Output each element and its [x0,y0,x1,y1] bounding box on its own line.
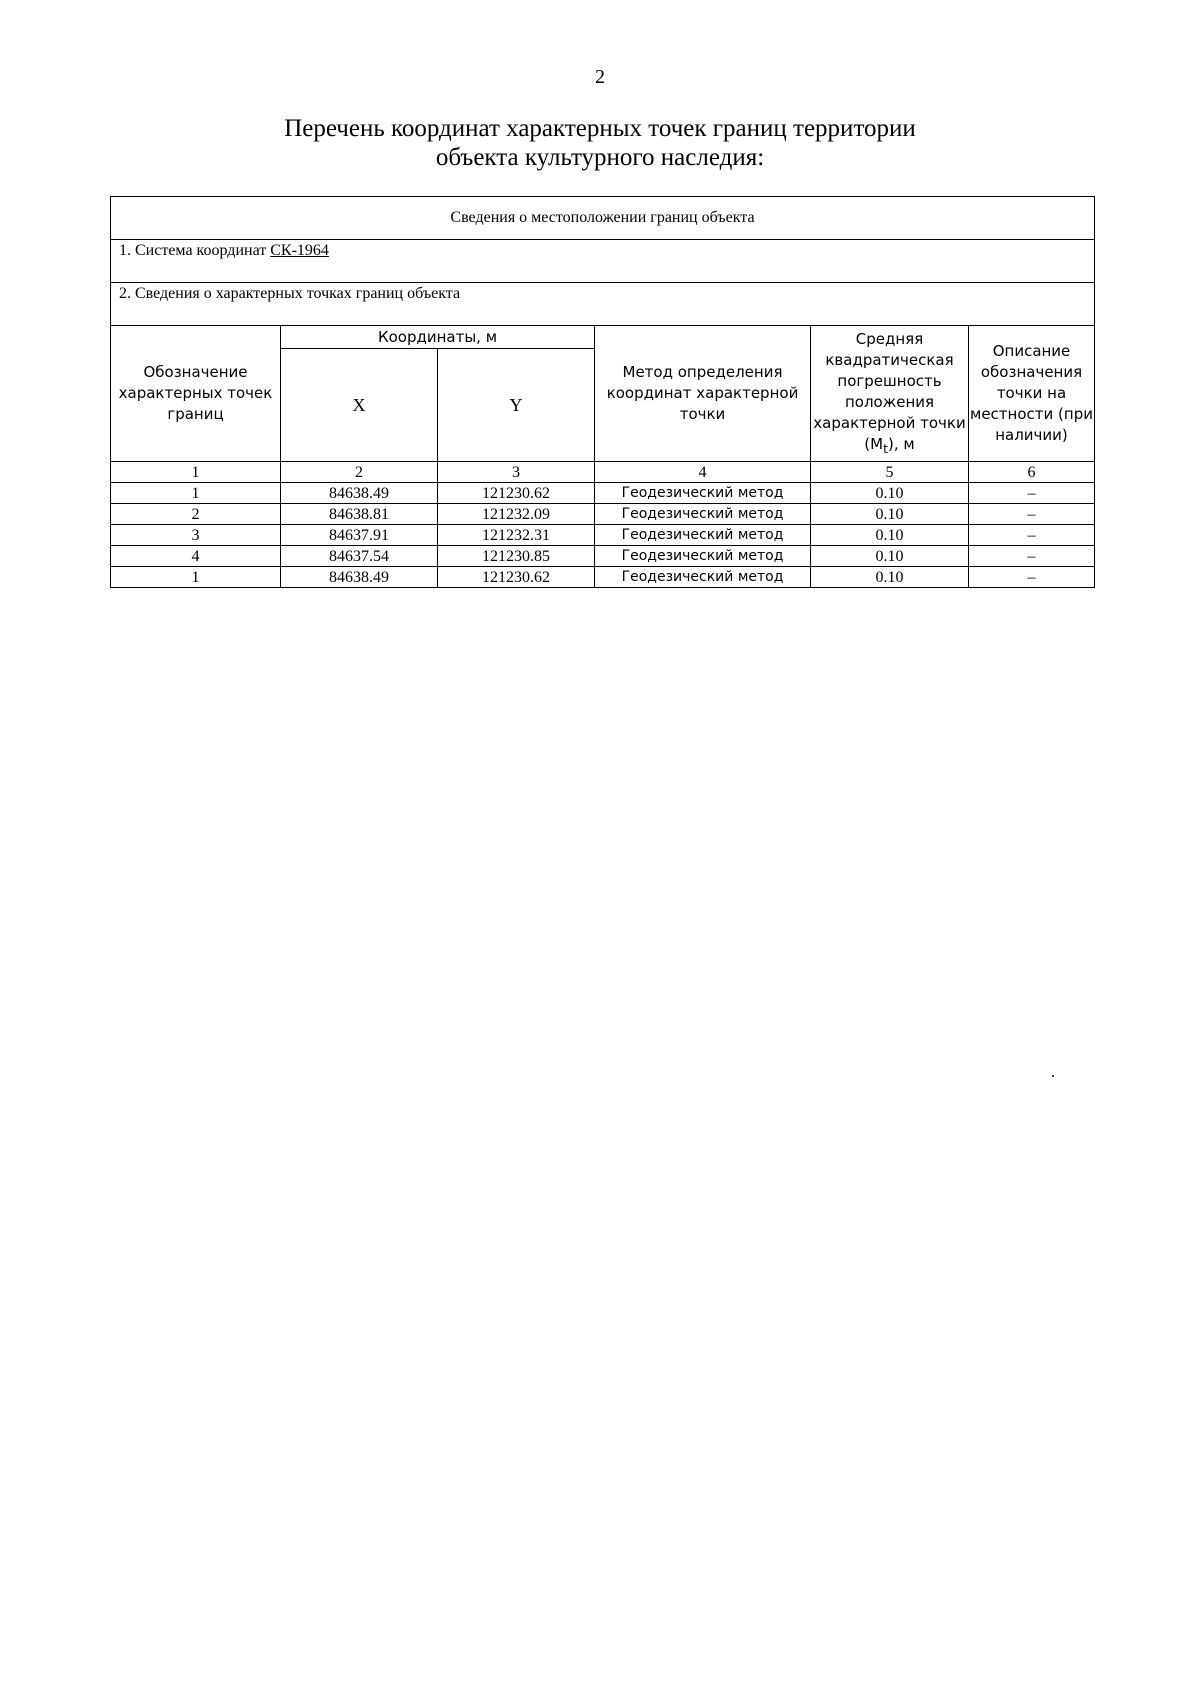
coordinates-table [110,196,1095,588]
header-x: X [281,349,438,462]
table-row [111,567,1095,588]
cell-x: 84638.49 [281,567,438,588]
scan-speck [1052,1075,1054,1077]
cell-point: 1 [111,483,281,504]
cell-description: – [969,525,1095,546]
cell-y: 121230.85 [438,546,595,567]
column-number: 2 [281,462,438,483]
table-row [111,525,1095,546]
header-error-subscript: t [883,440,888,456]
cell-y: 121232.31 [438,525,595,546]
coordinate-system-label: 1. Система координат [119,242,271,259]
coordinate-system-value: СК-1964 [270,242,329,259]
column-number: 6 [969,462,1095,483]
column-number: 1 [111,462,281,483]
cell-method: Геодезический метод [595,504,811,525]
cell-error: 0.10 [811,504,969,525]
cell-description: – [969,567,1095,588]
cell-method: Геодезический метод [595,567,811,588]
document-title-line-1: Перечень координат характерных точек границ территории [284,115,916,142]
cell-point: 3 [111,525,281,546]
document-title-line-2: объекта культурного наследия: [435,144,765,171]
header-error-text: квадратическая погрешность положения характерной точки (M [813,350,966,453]
coordinates-table-wrapper [110,196,1094,588]
cell-y: 121232.09 [438,504,595,525]
info-header-row [111,197,1095,240]
cell-description: – [969,483,1095,504]
header-designation: Обозначение характерных точек границ [111,326,281,462]
column-number: 5 [811,462,969,483]
header-coordinates-group: Координаты, м [281,326,595,349]
cell-x: 84638.49 [281,483,438,504]
header-description: Описание обозначения точки на местности (при наличии) [969,326,1095,462]
points-header-cell: 2. Сведения о характерных точках границ объекта [111,283,1095,326]
header-error-unit: ), м [887,434,915,453]
cell-x: 84637.54 [281,546,438,567]
column-number: 3 [438,462,595,483]
table-row [111,546,1095,567]
cell-method: Геодезический метод [595,546,811,567]
cell-description: – [969,546,1095,567]
points-header-row [111,283,1095,326]
info-header-cell: Сведения о местоположении границ объекта [111,197,1095,240]
cell-x: 84637.91 [281,525,438,546]
cell-error: 0.10 [811,546,969,567]
cell-method: Геодезический метод [595,525,811,546]
cell-error: 0.10 [811,525,969,546]
column-number: 4 [595,462,811,483]
header-error [811,326,969,462]
document-title [0,114,1200,172]
cell-error: 0.10 [811,483,969,504]
table-row [111,483,1095,504]
header-error-line-1: Средняя [855,329,924,348]
cell-y: 121230.62 [438,567,595,588]
header-method: Метод определения координат характерной точки [595,326,811,462]
cell-x: 84638.81 [281,504,438,525]
column-number-row [111,462,1095,483]
column-header-row-1 [111,326,1095,349]
cell-y: 121230.62 [438,483,595,504]
coordinate-system-row [111,240,1095,283]
cell-point: 4 [111,546,281,567]
cell-point: 1 [111,567,281,588]
cell-method: Геодезический метод [595,483,811,504]
cell-error: 0.10 [811,567,969,588]
coordinate-system-cell [111,240,1095,283]
header-y: Y [438,349,595,462]
table-row [111,504,1095,525]
cell-description: – [969,504,1095,525]
cell-point: 2 [111,504,281,525]
page-number: 2 [595,66,605,88]
